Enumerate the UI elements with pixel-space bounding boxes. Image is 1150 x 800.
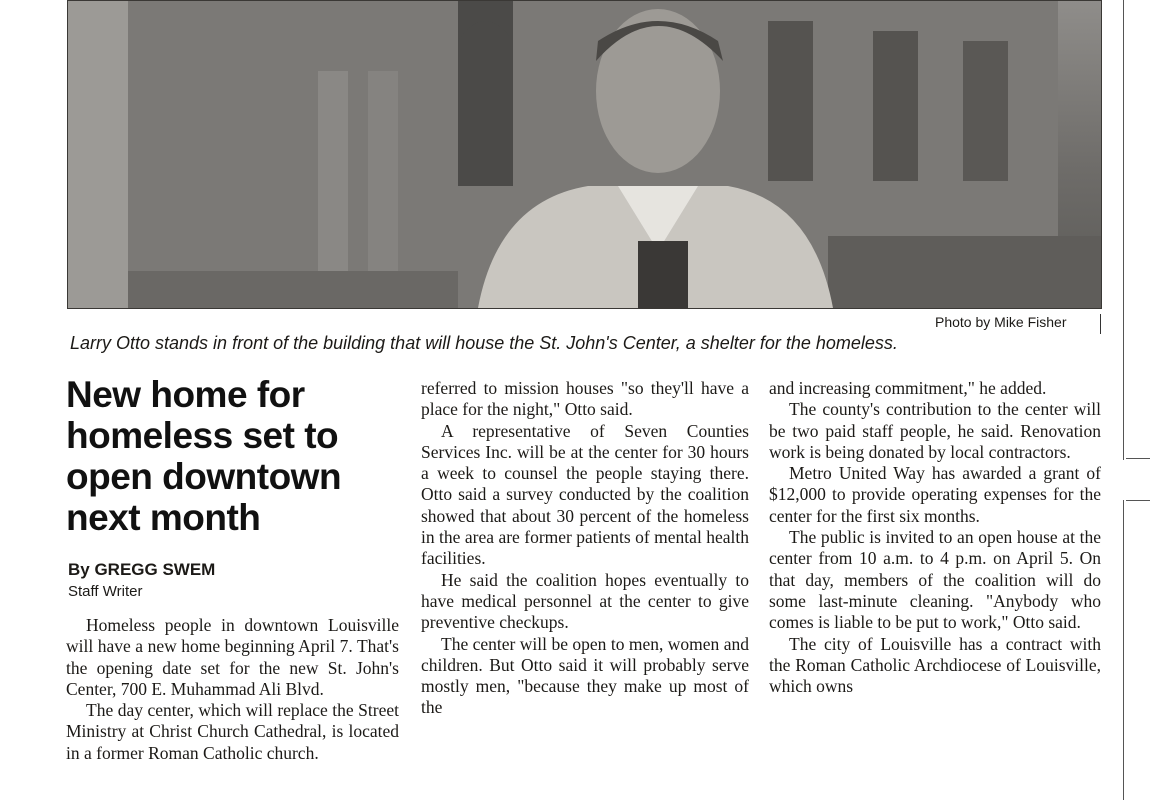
paragraph: Homeless people in downtown Louisville will have a new home beginning April 7. That's the opening date set for the new St. John's Center, 700 E. Muhammad Ali Blvd. (66, 615, 399, 699)
column-rule (1126, 500, 1150, 501)
paragraph: The day center, which will replace the Street Ministry at Christ Church Cathedral, is located in a former Roman Catholic church. (66, 700, 399, 763)
photo-credit: Photo by Mike Fisher (935, 314, 1067, 330)
paragraph: and increasing commitment," he added. (769, 378, 1047, 398)
credit-divider (1100, 314, 1101, 334)
paragraph: The county's contribution to the center will be two paid staff people, he said. Renovation work is being donated by local contractors. (769, 399, 1101, 462)
paragraph: referred to mission houses "so they'll have a place for the night," Otto said. (421, 378, 749, 420)
paragraph: The city of Louisville has a contract with the Roman Catholic Archdiocese of Louisville, which owns (769, 633, 1101, 697)
column-rule (1123, 0, 1124, 460)
paragraph: He said the coalition hopes eventually to have medical personnel at the center to give preventive checkups. (421, 569, 749, 633)
byline-role: Staff Writer (68, 583, 143, 600)
article-headline: New home for homeless set to open downtown next month (66, 374, 342, 538)
article-column-3 (769, 378, 1101, 697)
news-photo (67, 0, 1102, 309)
photo-icon (68, 1, 1101, 308)
column-rule (1123, 500, 1124, 800)
photo-caption: Larry Otto stands in front of the building that will house the St. John's Center, a shelter for the homeless. (70, 333, 898, 353)
paragraph: Metro United Way has awarded a grant of $12,000 to provide operating expenses for the center for the first six months. (769, 463, 1101, 526)
paragraph: A representative of Seven Counties Services Inc. will be at the center for 30 hours a week to counsel the people staying there. Otto said a survey conducted by the coalition showed that about 30 percent of the homeless in the area are former patients of mental health facilities. (421, 420, 749, 569)
article-column-2 (421, 378, 749, 719)
paragraph: The public is invited to an open house at the center from 10 a.m. to 4 p.m. on April 5. On that day, members of the coalition will do some last-minute cleaning. "Anybody who comes is liable to be put to work," Otto said. (769, 527, 1101, 633)
column-rule (1126, 458, 1150, 459)
byline-name: By GREGG SWEM (68, 560, 216, 579)
paragraph: The center will be open to men, women and children. But Otto said it will probably serve mostly men, "because they make up most of the (421, 633, 749, 718)
article-column-1 (66, 615, 399, 764)
